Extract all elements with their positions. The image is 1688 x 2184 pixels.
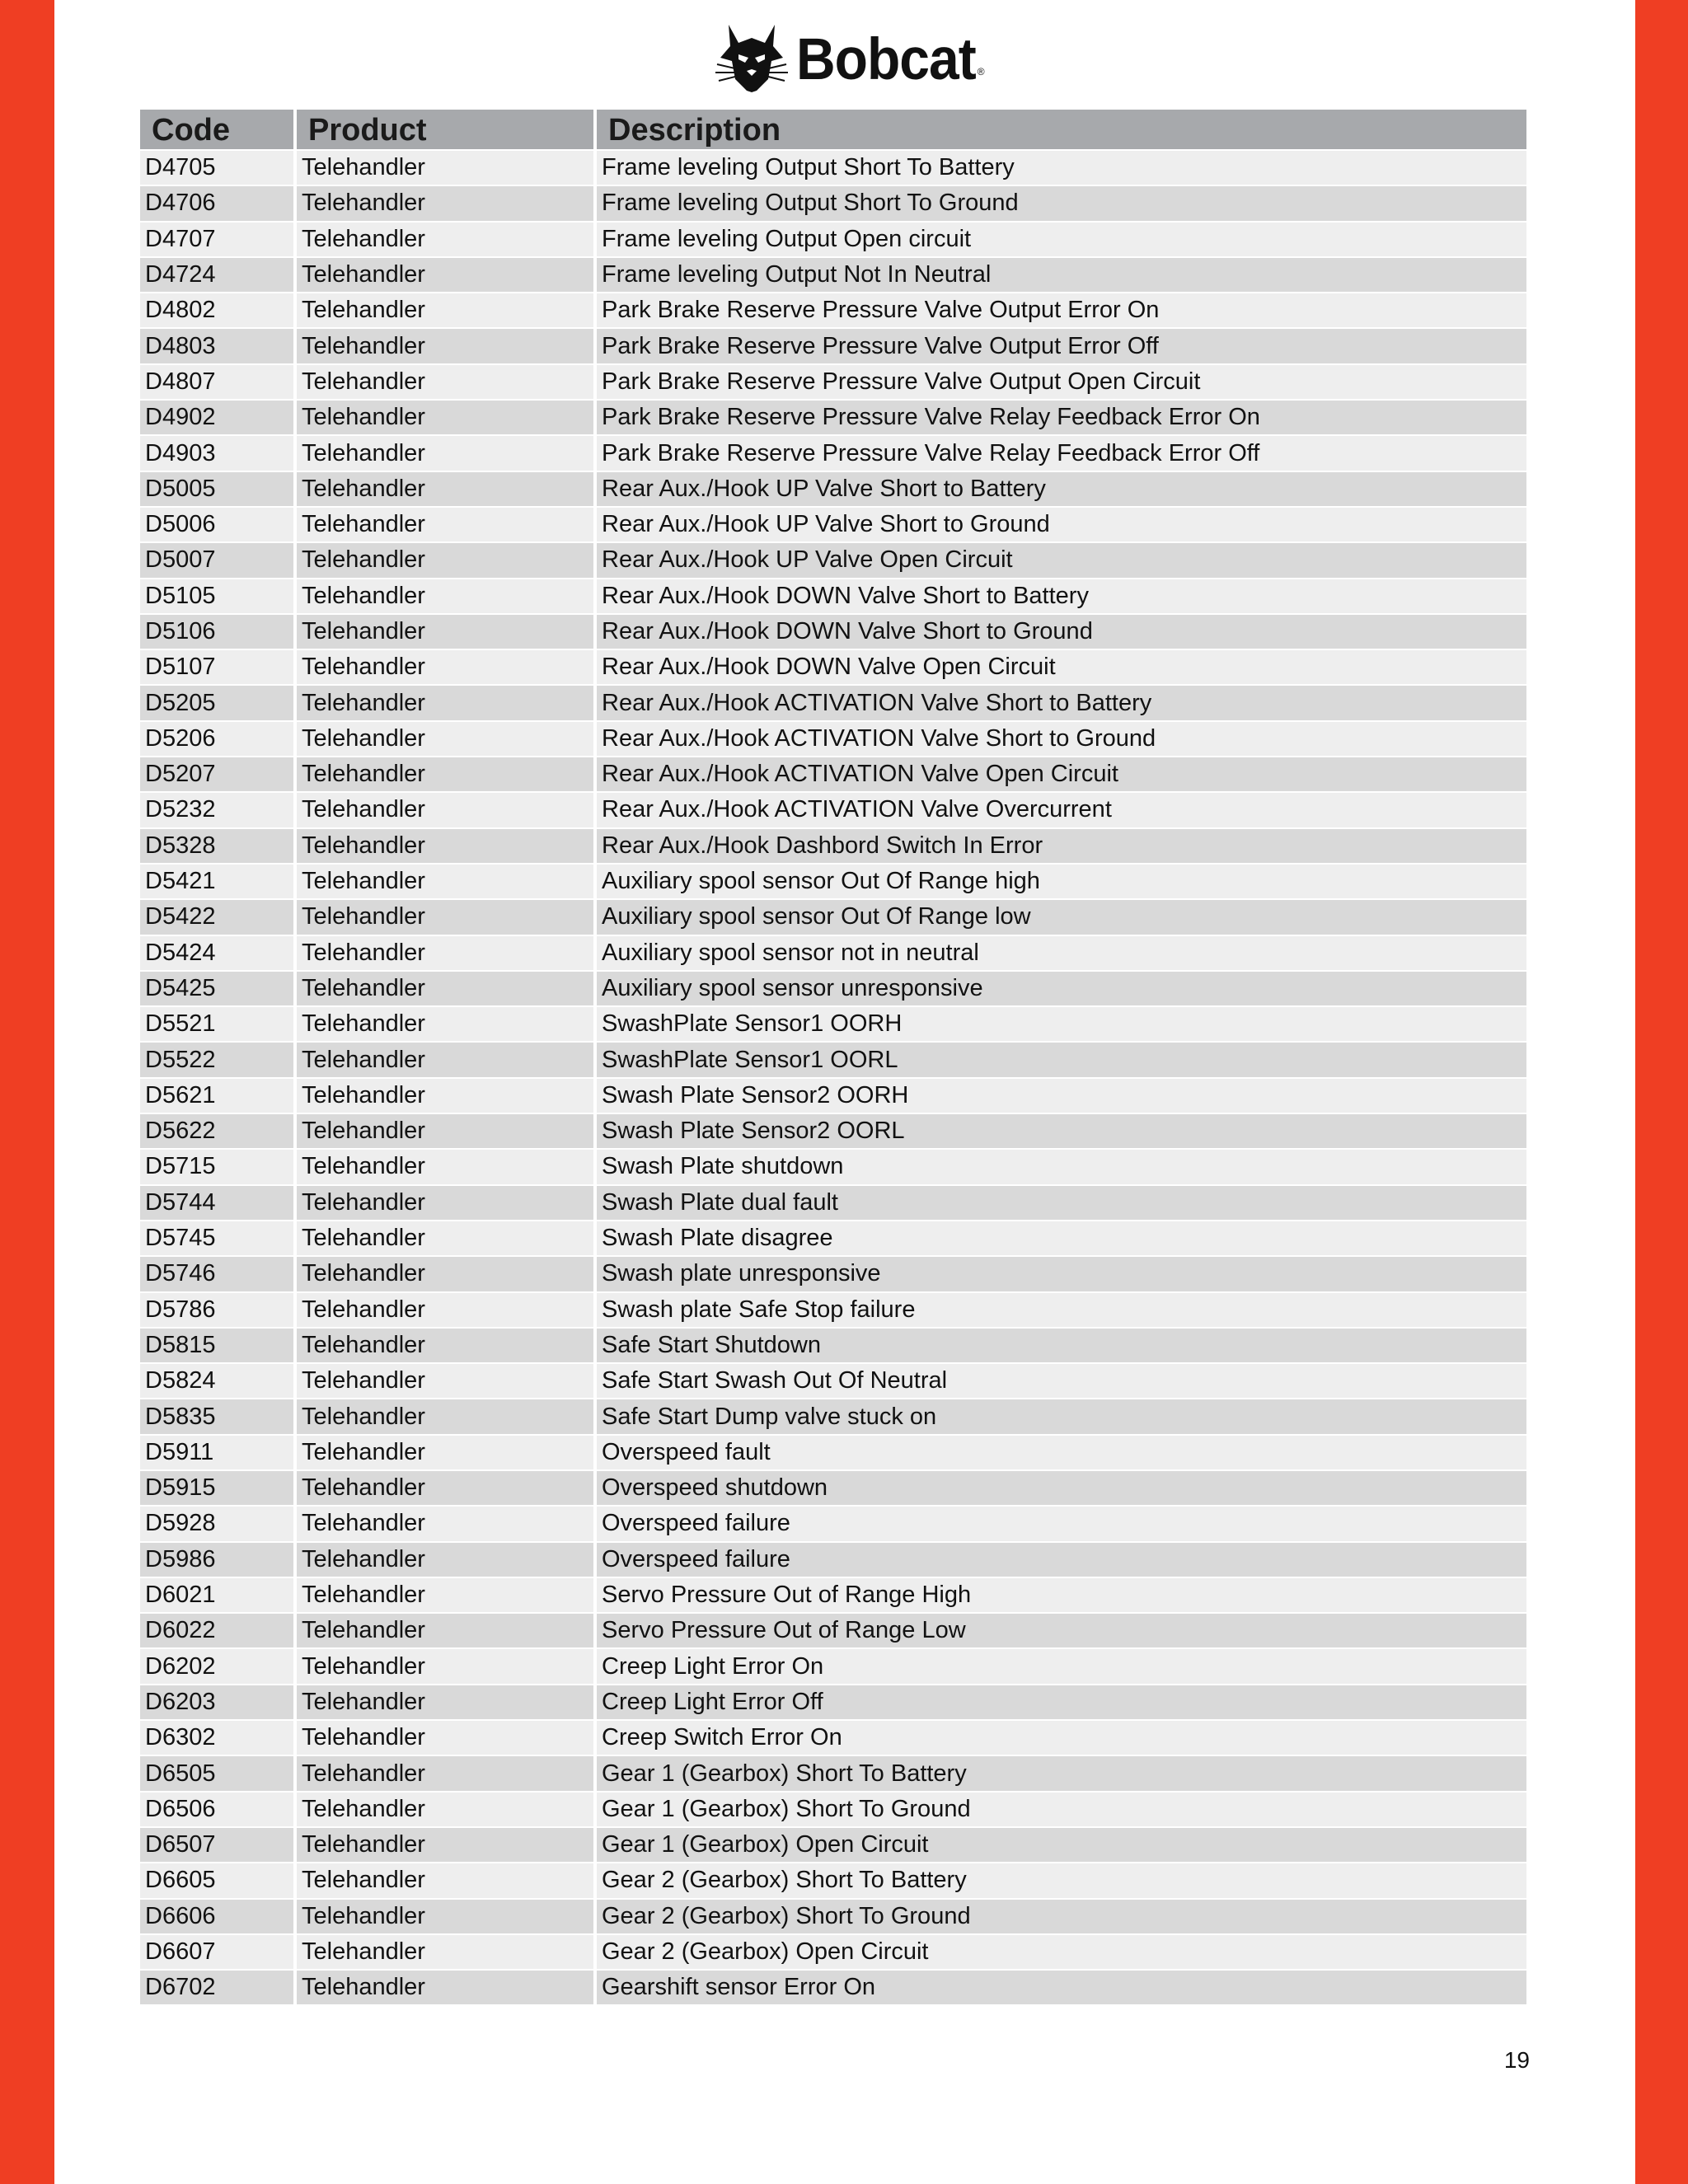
cell-code: D5815	[140, 1329, 293, 1362]
cell-code: D5207	[140, 757, 293, 791]
cell-code: D5835	[140, 1399, 293, 1433]
cell-product: Telehandler	[297, 1364, 593, 1398]
cell-product: Telehandler	[297, 1150, 593, 1183]
cell-description: Auxiliary spool sensor unresponsive	[597, 972, 1526, 1005]
cell-description: Rear Aux./Hook DOWN Valve Short to Battery	[597, 579, 1526, 613]
table-row	[140, 1578, 1526, 1612]
cell-product: Telehandler	[297, 329, 593, 363]
cell-product: Telehandler	[297, 1329, 593, 1362]
cell-product: Telehandler	[297, 615, 593, 649]
cell-code: D6606	[140, 1900, 293, 1933]
table-row	[140, 579, 1526, 613]
cell-code: D6506	[140, 1793, 293, 1826]
cell-code: D4803	[140, 329, 293, 363]
cell-product: Telehandler	[297, 1257, 593, 1291]
cell-description: Swash Plate Sensor2 OORL	[597, 1114, 1526, 1148]
cell-product: Telehandler	[297, 1971, 593, 2004]
cell-description: Overspeed fault	[597, 1436, 1526, 1469]
cell-code: D5007	[140, 543, 293, 577]
cell-product: Telehandler	[297, 1649, 593, 1683]
cell-code: D5422	[140, 900, 293, 934]
table-row	[140, 686, 1526, 719]
cell-description: Creep Switch Error On	[597, 1721, 1526, 1755]
cell-product: Telehandler	[297, 722, 593, 756]
cell-product: Telehandler	[297, 258, 593, 292]
cell-product: Telehandler	[297, 1114, 593, 1148]
table-row	[140, 1150, 1526, 1183]
cell-description: Rear Aux./Hook ACTIVATION Valve Overcurrent	[597, 793, 1526, 827]
cell-description: Swash plate unresponsive	[597, 1257, 1526, 1291]
cell-product: Telehandler	[297, 1399, 593, 1433]
table-row	[140, 1614, 1526, 1647]
cell-code: D5915	[140, 1471, 293, 1505]
cell-product: Telehandler	[297, 1471, 593, 1505]
cell-product: Telehandler	[297, 1793, 593, 1826]
table-row	[140, 972, 1526, 1005]
cell-product: Telehandler	[297, 1614, 593, 1647]
table-body	[140, 151, 1526, 2004]
table-row	[140, 1186, 1526, 1220]
cell-code: D5745	[140, 1221, 293, 1255]
table-row	[140, 1043, 1526, 1076]
cell-code: D6605	[140, 1863, 293, 1897]
cell-description: Overspeed failure	[597, 1543, 1526, 1577]
cell-code: D5205	[140, 686, 293, 719]
cell-product: Telehandler	[297, 936, 593, 970]
left-red-border	[0, 0, 54, 2184]
cell-product: Telehandler	[297, 900, 593, 934]
table-row	[140, 757, 1526, 791]
cell-description: Swash Plate disagree	[597, 1221, 1526, 1255]
cell-product: Telehandler	[297, 1436, 593, 1469]
cell-code: D4802	[140, 293, 293, 327]
table-row	[140, 151, 1526, 185]
cell-description: Rear Aux./Hook UP Valve Short to Battery	[597, 472, 1526, 506]
cell-code: D6203	[140, 1685, 293, 1719]
cell-code: D5105	[140, 579, 293, 613]
cell-code: D5522	[140, 1043, 293, 1076]
cell-code: D5424	[140, 936, 293, 970]
cell-description: Rear Aux./Hook UP Valve Open Circuit	[597, 543, 1526, 577]
cell-description: Park Brake Reserve Pressure Valve Output Open Circuit	[597, 365, 1526, 399]
cell-description: Park Brake Reserve Pressure Valve Output Error On	[597, 293, 1526, 327]
cell-product: Telehandler	[297, 972, 593, 1005]
table-row	[140, 1793, 1526, 1826]
cell-description: Safe Start Dump valve stuck on	[597, 1399, 1526, 1433]
table-row	[140, 1436, 1526, 1469]
cell-code: D5206	[140, 722, 293, 756]
cell-product: Telehandler	[297, 1043, 593, 1076]
cell-product: Telehandler	[297, 1543, 593, 1577]
cell-product: Telehandler	[297, 365, 593, 399]
cell-product: Telehandler	[297, 1507, 593, 1540]
cell-product: Telehandler	[297, 223, 593, 256]
cell-product: Telehandler	[297, 1828, 593, 1862]
cell-product: Telehandler	[297, 508, 593, 541]
cell-description: Creep Light Error Off	[597, 1685, 1526, 1719]
cell-description: Swash plate Safe Stop failure	[597, 1293, 1526, 1327]
cell-description: Park Brake Reserve Pressure Valve Relay Feedback Error Off	[597, 436, 1526, 470]
cell-product: Telehandler	[297, 579, 593, 613]
cell-code: D5006	[140, 508, 293, 541]
cell-product: Telehandler	[297, 436, 593, 470]
cell-product: Telehandler	[297, 1863, 593, 1897]
cell-description: Servo Pressure Out of Range High	[597, 1578, 1526, 1612]
table-header-row	[140, 110, 1526, 149]
cell-code: D5421	[140, 865, 293, 898]
table-row	[140, 1756, 1526, 1790]
cell-product: Telehandler	[297, 1186, 593, 1220]
cell-code: D5744	[140, 1186, 293, 1220]
table-row	[140, 1507, 1526, 1540]
cell-code: D5106	[140, 615, 293, 649]
table-row	[140, 1685, 1526, 1719]
cell-code: D5328	[140, 829, 293, 863]
table-row	[140, 472, 1526, 506]
cell-code: D4903	[140, 436, 293, 470]
bobcat-head-logo-icon	[714, 21, 790, 96]
cell-description: Auxiliary spool sensor Out Of Range low	[597, 900, 1526, 934]
cell-code: D5911	[140, 1436, 293, 1469]
table-row	[140, 1257, 1526, 1291]
cell-description: Gear 2 (Gearbox) Open Circuit	[597, 1935, 1526, 1969]
cell-product: Telehandler	[297, 1079, 593, 1113]
cell-code: D6021	[140, 1578, 293, 1612]
cell-description: SwashPlate Sensor1 OORH	[597, 1007, 1526, 1041]
cell-code: D5232	[140, 793, 293, 827]
table-row	[140, 293, 1526, 327]
table-row	[140, 1543, 1526, 1577]
cell-description: Park Brake Reserve Pressure Valve Relay Feedback Error On	[597, 401, 1526, 434]
cell-product: Telehandler	[297, 686, 593, 719]
cell-description: Frame leveling Output Not In Neutral	[597, 258, 1526, 292]
cell-code: D6702	[140, 1971, 293, 2004]
table-row	[140, 722, 1526, 756]
cell-code: D6607	[140, 1935, 293, 1969]
cell-code: D6505	[140, 1756, 293, 1790]
table-row	[140, 1293, 1526, 1327]
cell-code: D4707	[140, 223, 293, 256]
cell-code: D6302	[140, 1721, 293, 1755]
cell-code: D5425	[140, 972, 293, 1005]
cell-product: Telehandler	[297, 401, 593, 434]
cell-description: Overspeed failure	[597, 1507, 1526, 1540]
cell-product: Telehandler	[297, 650, 593, 684]
cell-product: Telehandler	[297, 757, 593, 791]
table-row	[140, 1863, 1526, 1897]
cell-description: Gear 1 (Gearbox) Short To Battery	[597, 1756, 1526, 1790]
cell-description: Creep Light Error On	[597, 1649, 1526, 1683]
table-row	[140, 186, 1526, 220]
cell-code: D5715	[140, 1150, 293, 1183]
cell-description: Rear Aux./Hook ACTIVATION Valve Short to Ground	[597, 722, 1526, 756]
cell-product: Telehandler	[297, 1007, 593, 1041]
header-code: Code	[140, 110, 293, 149]
cell-code: D5005	[140, 472, 293, 506]
table-row	[140, 1399, 1526, 1433]
cell-description: Rear Aux./Hook ACTIVATION Valve Short to Battery	[597, 686, 1526, 719]
header-description: Description	[597, 110, 1526, 149]
cell-description: Frame leveling Output Short To Ground	[597, 186, 1526, 220]
cell-product: Telehandler	[297, 1900, 593, 1933]
cell-product: Telehandler	[297, 1756, 593, 1790]
cell-code: D5786	[140, 1293, 293, 1327]
logo-wordmark: Bobcat	[796, 26, 976, 91]
cell-description: Rear Aux./Hook DOWN Valve Short to Ground	[597, 615, 1526, 649]
table-row	[140, 1114, 1526, 1148]
cell-code: D6022	[140, 1614, 293, 1647]
cell-product: Telehandler	[297, 1221, 593, 1255]
cell-product: Telehandler	[297, 186, 593, 220]
cell-code: D5621	[140, 1079, 293, 1113]
table-row	[140, 1007, 1526, 1041]
table-row	[140, 829, 1526, 863]
table-row	[140, 1364, 1526, 1398]
header-product: Product	[297, 110, 593, 149]
cell-description: Servo Pressure Out of Range Low	[597, 1614, 1526, 1647]
cell-description: Frame leveling Output Short To Battery	[597, 151, 1526, 185]
cell-description: Rear Aux./Hook UP Valve Short to Ground	[597, 508, 1526, 541]
table-row	[140, 1900, 1526, 1933]
cell-product: Telehandler	[297, 829, 593, 863]
cell-description: Frame leveling Output Open circuit	[597, 223, 1526, 256]
table-row	[140, 936, 1526, 970]
cell-description: Rear Aux./Hook ACTIVATION Valve Open Circuit	[597, 757, 1526, 791]
cell-code: D4724	[140, 258, 293, 292]
cell-product: Telehandler	[297, 1578, 593, 1612]
cell-description: Gear 2 (Gearbox) Short To Battery	[597, 1863, 1526, 1897]
table-row	[140, 865, 1526, 898]
table-row	[140, 543, 1526, 577]
cell-product: Telehandler	[297, 1721, 593, 1755]
cell-code: D5521	[140, 1007, 293, 1041]
table-row	[140, 900, 1526, 934]
cell-code: D4902	[140, 401, 293, 434]
table-row	[140, 615, 1526, 649]
cell-description: Gear 1 (Gearbox) Short To Ground	[597, 1793, 1526, 1826]
table-row	[140, 223, 1526, 256]
cell-code: D4705	[140, 151, 293, 185]
cell-description: Safe Start Shutdown	[597, 1329, 1526, 1362]
bobcat-logo	[714, 21, 985, 96]
table-row	[140, 1221, 1526, 1255]
page-number: 19	[1503, 2047, 1530, 2073]
cell-product: Telehandler	[297, 472, 593, 506]
table-row	[140, 508, 1526, 541]
cell-product: Telehandler	[297, 793, 593, 827]
table-row	[140, 1971, 1526, 2004]
cell-code: D5622	[140, 1114, 293, 1148]
cell-description: Rear Aux./Hook DOWN Valve Open Circuit	[597, 650, 1526, 684]
cell-product: Telehandler	[297, 1293, 593, 1327]
cell-description: Swash Plate dual fault	[597, 1186, 1526, 1220]
cell-code: D4706	[140, 186, 293, 220]
fault-code-table	[137, 108, 1530, 2006]
cell-code: D4807	[140, 365, 293, 399]
table-row	[140, 436, 1526, 470]
cell-product: Telehandler	[297, 1685, 593, 1719]
cell-code: D5824	[140, 1364, 293, 1398]
cell-code: D5986	[140, 1543, 293, 1577]
cell-description: Gearshift sensor Error On	[597, 1971, 1526, 2004]
cell-description: Park Brake Reserve Pressure Valve Output Error Off	[597, 329, 1526, 363]
registered-mark: ®	[977, 66, 985, 77]
cell-description: Gear 1 (Gearbox) Open Circuit	[597, 1828, 1526, 1862]
table-row	[140, 1721, 1526, 1755]
cell-product: Telehandler	[297, 293, 593, 327]
cell-product: Telehandler	[297, 151, 593, 185]
cell-description: Swash Plate Sensor2 OORH	[597, 1079, 1526, 1113]
cell-description: Swash Plate shutdown	[597, 1150, 1526, 1183]
cell-description: Gear 2 (Gearbox) Short To Ground	[597, 1900, 1526, 1933]
table-row	[140, 1649, 1526, 1683]
table-row	[140, 1935, 1526, 1969]
table-row	[140, 1828, 1526, 1862]
cell-description: Auxiliary spool sensor Out Of Range high	[597, 865, 1526, 898]
table-row	[140, 1079, 1526, 1113]
cell-description: Auxiliary spool sensor not in neutral	[597, 936, 1526, 970]
table-row	[140, 1329, 1526, 1362]
cell-description: Overspeed shutdown	[597, 1471, 1526, 1505]
table-row	[140, 793, 1526, 827]
table-row	[140, 329, 1526, 363]
right-red-border	[1635, 0, 1688, 2184]
cell-description: SwashPlate Sensor1 OORL	[597, 1043, 1526, 1076]
cell-code: D5107	[140, 650, 293, 684]
table-row	[140, 258, 1526, 292]
cell-code: D5746	[140, 1257, 293, 1291]
table-row	[140, 1471, 1526, 1505]
cell-code: D6507	[140, 1828, 293, 1862]
cell-product: Telehandler	[297, 543, 593, 577]
cell-description: Safe Start Swash Out Of Neutral	[597, 1364, 1526, 1398]
cell-description: Rear Aux./Hook Dashbord Switch In Error	[597, 829, 1526, 863]
table-row	[140, 650, 1526, 684]
cell-product: Telehandler	[297, 865, 593, 898]
table-row	[140, 365, 1526, 399]
cell-code: D5928	[140, 1507, 293, 1540]
cell-product: Telehandler	[297, 1935, 593, 1969]
cell-code: D6202	[140, 1649, 293, 1683]
table-row	[140, 401, 1526, 434]
